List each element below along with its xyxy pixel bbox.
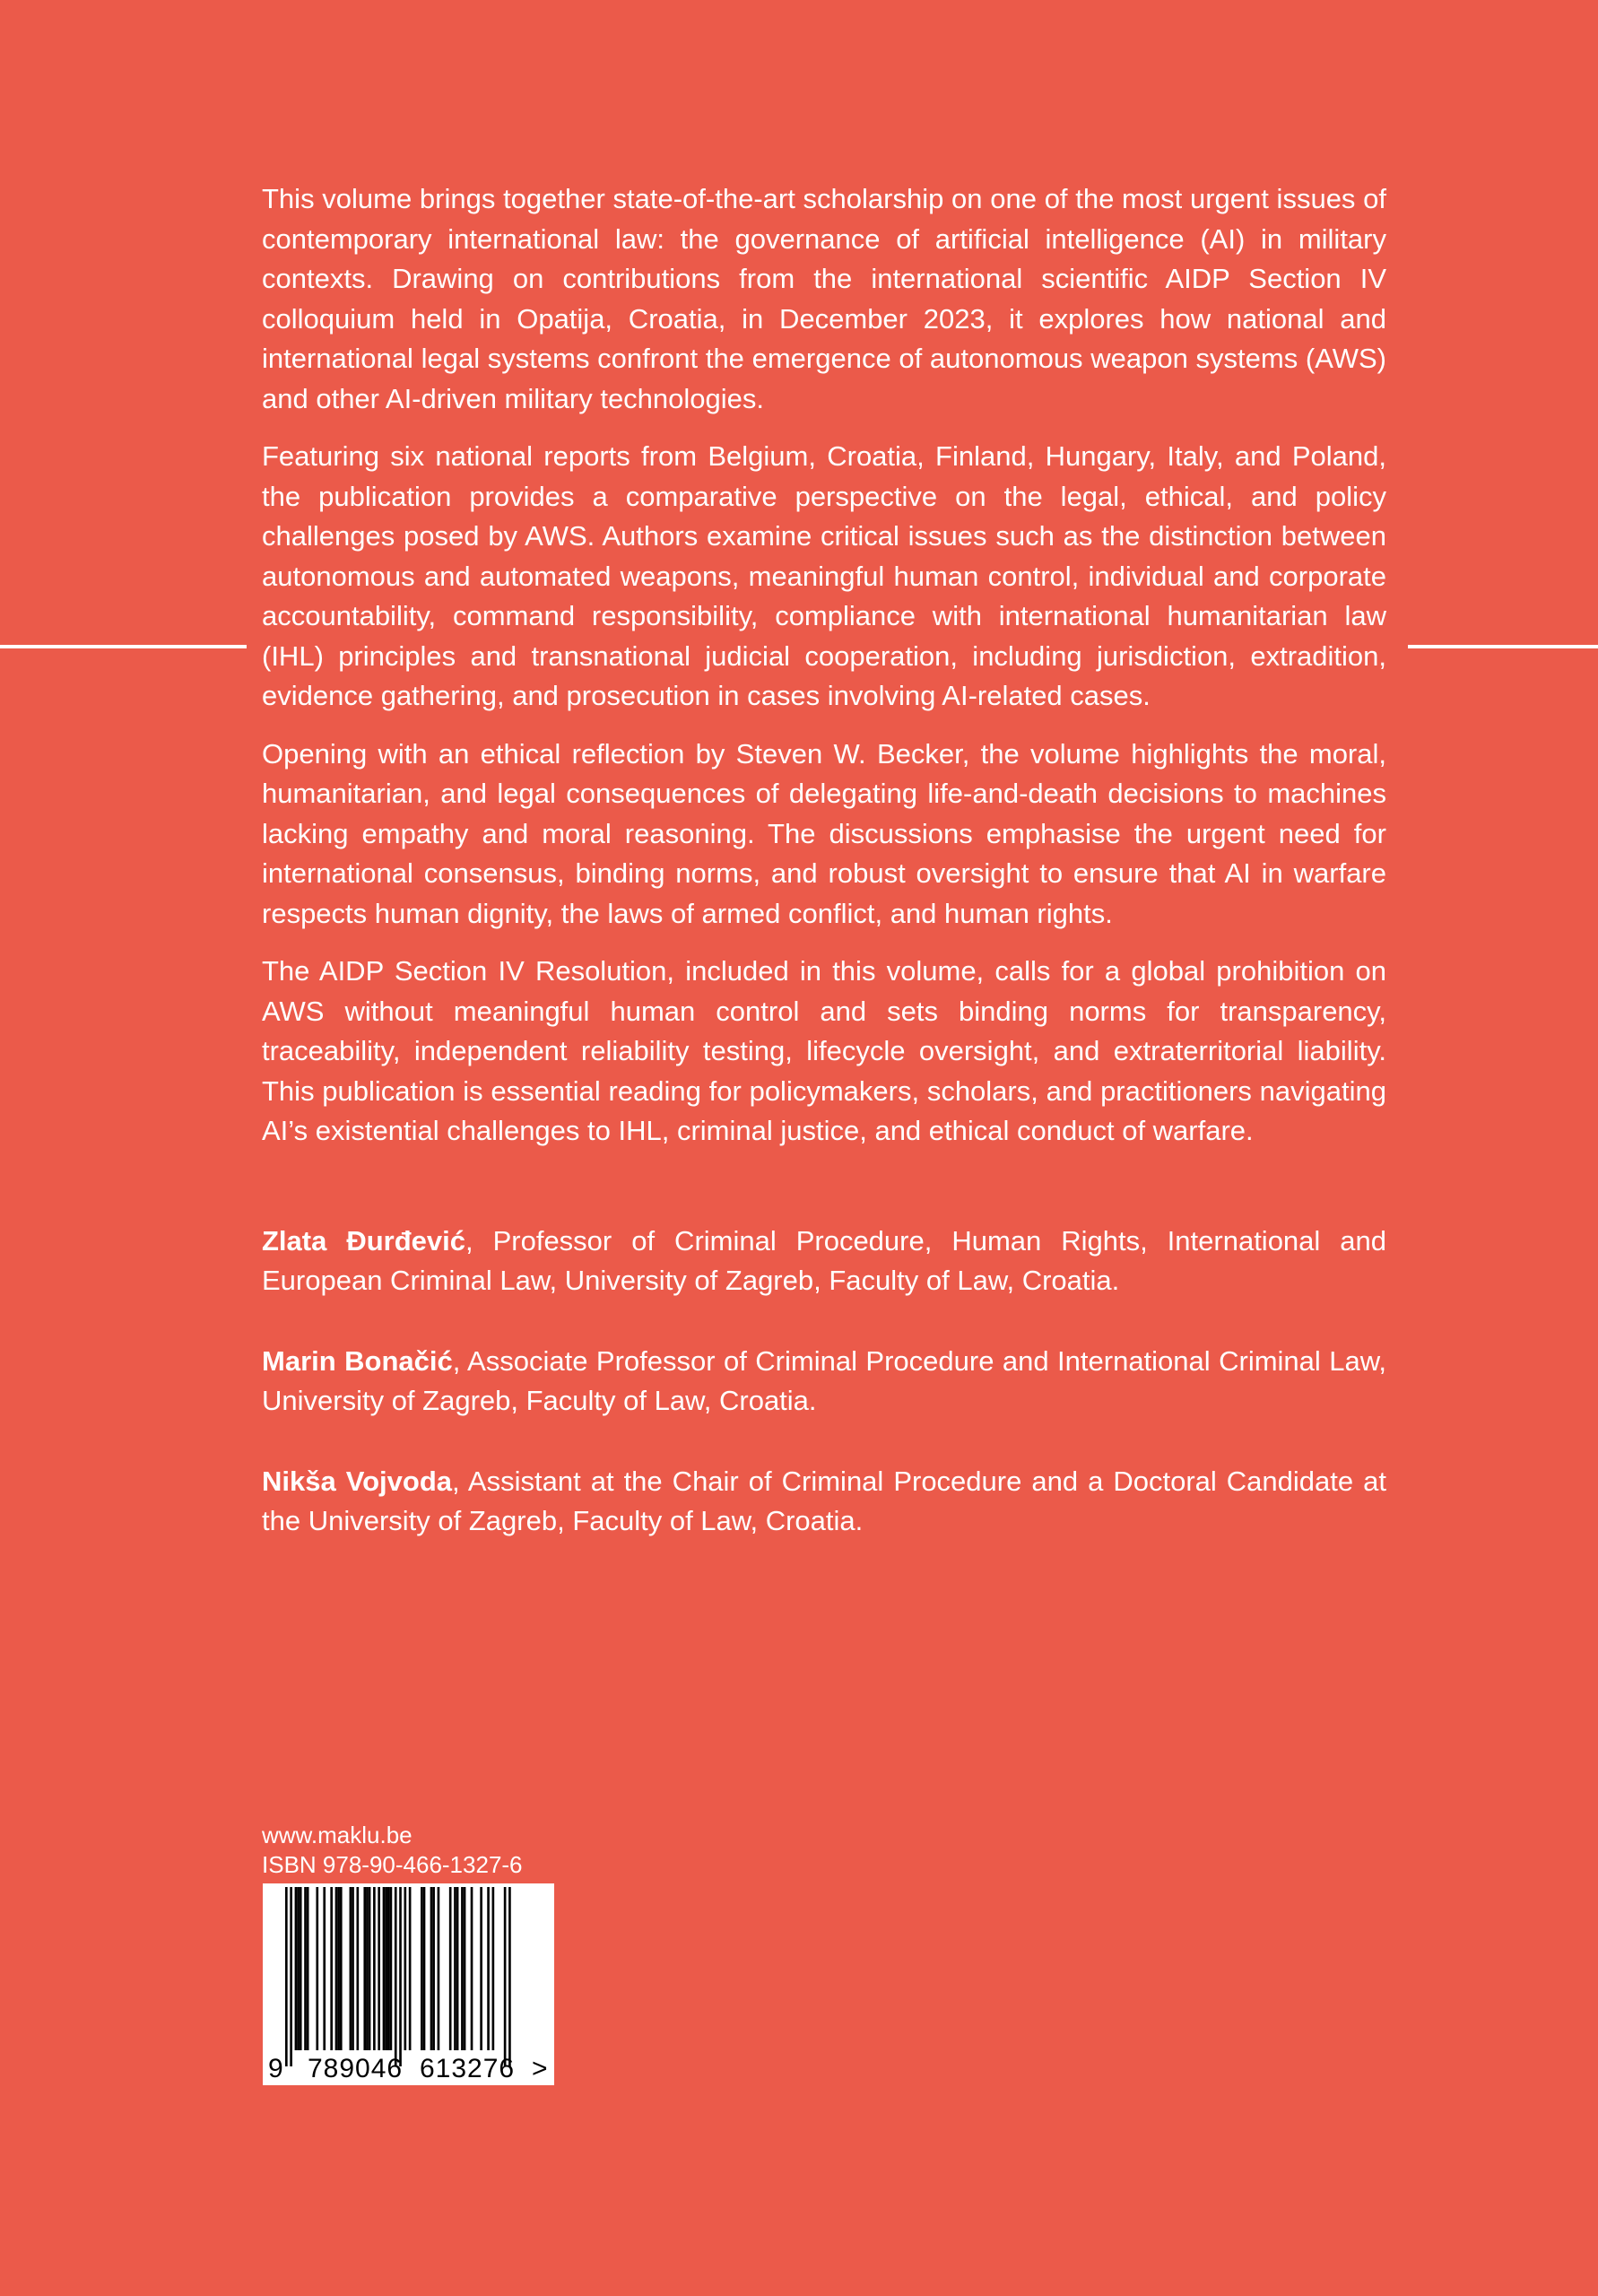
publisher-info [262,1821,567,1880]
barcode-bar [369,1887,371,2050]
barcode-bar [290,1887,292,2066]
barcode-bar [352,1887,354,2050]
barcode-bar [461,1887,464,2050]
blurb-paragraph-3: Opening with an ethical reflection by Steven W. Becker, the volume highlights the moral, humanitarian, and legal consequences of delegating life-and-death decisions to machines lacking empathy and moral reasoning. The discussions emphasise the urgent need for international consensus, binding norms, and robust oversight to ensure that AI in warfare respects human dignity, the laws of armed conflict, and human rights. [262,737,1386,929]
author-description: , Assistant at the Chair of Criminal Procedure and a Doctoral Candidate at the University of Zagreb, Faculty of Law, Croatia. [262,1465,1386,1536]
barcode-bar [304,1887,307,2050]
barcode-right-group: 613276 [420,2054,516,2083]
divider-line-left [0,645,247,648]
barcode-bar [300,1887,302,2050]
blurb-paragraph-2: Featuring six national reports from Belgium, Croatia, Finland, Hungary, Italy, and Poland, the publication provides a comparative perspective on the legal, ethical, and policy challenges posed by AWS. Authors examine critical issues such as the distinction between autonomous and automated weapons, meaningful human control, individual and corporate accountability, command responsibility, compliance with international humanitarian law (IHL) principles and transnational judicial cooperation, including jurisdiction, extradition, evidence gathering, and prosecution in cases involving AI-related cases. [262,440,1386,711]
barcode-end-marker: > [532,2054,548,2083]
barcode-bar [383,1887,386,2050]
barcode-bar [395,1887,397,2066]
barcode-bar [373,1887,376,2050]
author-description: , Associate Professor of Criminal Procedure and International Criminal Law, University of Zagreb, Faculty of Law, Croatia. [262,1344,1386,1416]
barcode-bar [385,1887,387,2050]
divider-line-right [1408,645,1598,648]
barcode-bar [432,1887,435,2050]
barcode-bar [285,1887,288,2066]
barcode-bar [399,1887,402,2066]
barcode-bar [508,1887,511,2066]
author-bios [262,1222,1386,1542]
author-bio-1 [262,1222,1386,1301]
blurb-paragraph-4: The AIDP Section IV Resolution, included in this volume, calls for a global prohibition on AWS without meaningful human control and sets binding norms for transparency, traceability, independent reliability testing, lifecycle oversight, and extraterritorial liability. This publication is essential reading for policymakers, scholars, and practitioners navigating AI’s existential challenges to IHL, criminal justice, and ethical conduct of warfare. [262,955,1386,1146]
barcode-bar [295,1887,298,2050]
barcode-first-digit: 9 [268,2054,283,2083]
author-name: Nikša Vojvoda [262,1465,453,1497]
barcode-bar [423,1887,426,2050]
barcode-bar [340,1887,343,2050]
barcode-bar [378,1887,380,2050]
barcode-bar [438,1887,440,2050]
barcode-bar [421,1887,423,2050]
barcode-bar [487,1887,490,2050]
barcode-bar [357,1887,360,2050]
barcode-left-group: 789046 [308,2054,404,2083]
barcode-bar [297,1887,300,2050]
barcode-bar [323,1887,326,2050]
barcode-bar [330,1887,333,2050]
barcode-bar [404,1887,407,2050]
barcode-bar [335,1887,338,2050]
barcode-bar [456,1887,459,2050]
author-description: , Professor of Criminal Procedure, Human Rights, International and European Criminal Law, University of Zagreb, Faculty of Law, Croatia. [262,1224,1387,1296]
barcode-bar [430,1887,433,2050]
barcode-bar [337,1887,340,2050]
barcode-bar [363,1887,366,2050]
barcode-bar [464,1887,466,2050]
barcode-bar [492,1887,495,2050]
barcode-bar [504,1887,507,2066]
isbn-barcode [263,1883,554,2085]
barcode-bar [316,1887,318,2050]
barcode-bar [387,1887,390,2050]
barcode-bar [366,1887,369,2050]
barcode-bar [409,1887,412,2050]
isbn-label: ISBN 978-90-466-1327-6 [262,1851,523,1878]
book-blurb [262,179,1386,1152]
author-bio-2 [262,1342,1386,1422]
author-name: Marin Bonačić [262,1344,453,1377]
barcode-bar [350,1887,352,2050]
barcode-bar [449,1887,452,2050]
author-bio-3 [262,1462,1386,1542]
barcode-bar [480,1887,482,2050]
publisher-website: www.maklu.be [262,1822,413,1848]
blurb-paragraph-1: This volume brings together state-of-the-art scholarship on one of the most urgent issues of contemporary international law: the governance of artificial intelligence (AI) in military contexts. Drawing on contributions from the international scientific AIDP Section IV colloquium held in Opatija, Croatia, in December 2023, it explores how national and international legal systems confront the emergence of autonomous weapon systems (AWS) and other AI-driven military technologies. [262,183,1386,414]
barcode-bar [390,1887,393,2050]
barcode-bar [307,1887,309,2050]
barcode-bar [471,1887,473,2050]
back-cover-content [262,179,1386,1582]
barcode-bar [454,1887,456,2050]
author-name: Zlata Đurđević [262,1224,465,1257]
